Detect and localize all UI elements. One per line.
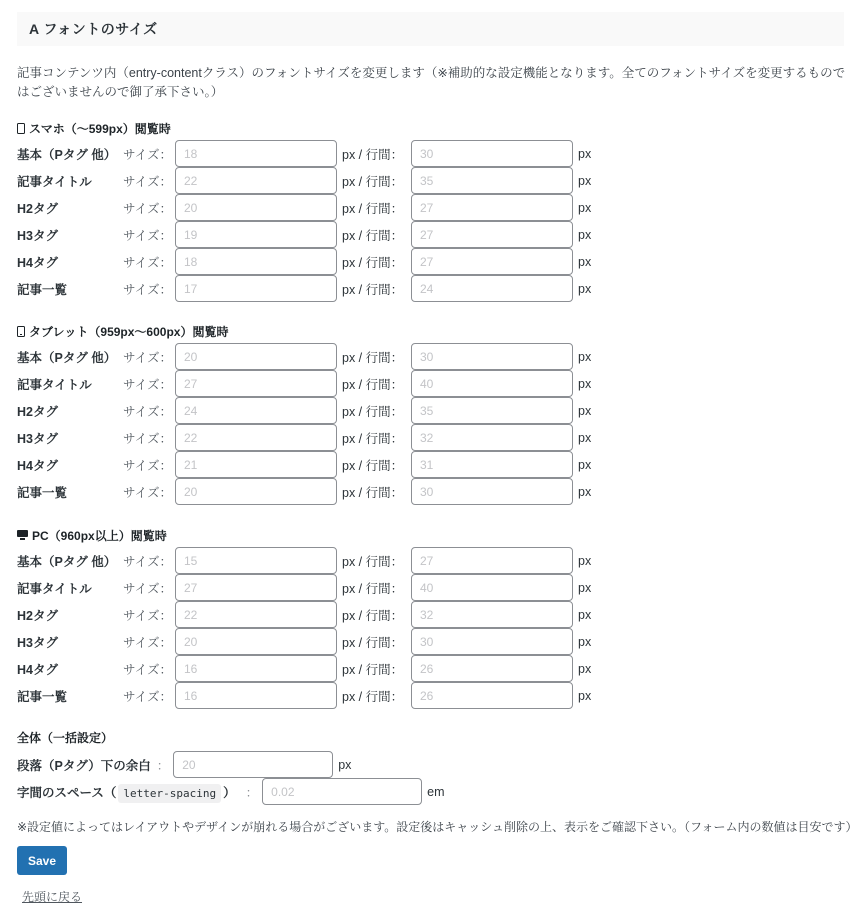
- letter-spacing-row: [17, 778, 445, 805]
- size-label: サイズ：: [123, 458, 173, 473]
- line-height-label: px / 行間：: [342, 662, 404, 677]
- line-height-label: px / 行間：: [342, 282, 404, 297]
- line-height-input[interactable]: [411, 248, 573, 275]
- line-height-label: px / 行間：: [342, 689, 404, 704]
- line-height-label: px / 行間：: [342, 635, 404, 650]
- row-label: H3タグ: [17, 228, 58, 243]
- letter-spacing-label: [17, 783, 236, 801]
- line-height-label: px / 行間：: [342, 581, 404, 596]
- font-size-input[interactable]: [175, 370, 337, 397]
- line-height-label: px / 行間：: [342, 228, 404, 243]
- row-label: 基本（Pタグ 他）: [17, 350, 117, 365]
- size-label: サイズ：: [123, 404, 173, 419]
- font-size-input[interactable]: [175, 275, 337, 302]
- setting-row: [17, 167, 657, 194]
- paragraph-margin-row: [17, 751, 351, 778]
- line-height-label: px / 行間：: [342, 431, 404, 446]
- back-to-top-link[interactable]: 先頭に戻る: [22, 890, 83, 904]
- line-height-input[interactable]: [411, 682, 573, 709]
- line-height-input[interactable]: [411, 140, 573, 167]
- line-height-input[interactable]: [411, 194, 573, 221]
- unit-label: px: [578, 607, 592, 622]
- setting-row: [17, 248, 657, 275]
- row-label: H4タグ: [17, 255, 58, 270]
- line-height-label: px / 行間：: [342, 174, 404, 189]
- font-size-input[interactable]: [175, 140, 337, 167]
- section-title: A フォントのサイズ: [29, 21, 158, 37]
- setting-row: [17, 221, 657, 248]
- setting-row: [17, 655, 657, 682]
- row-label: H3タグ: [17, 431, 58, 446]
- font-size-input[interactable]: [175, 221, 337, 248]
- row-label: H2タグ: [17, 608, 58, 623]
- line-height-input[interactable]: [411, 574, 573, 601]
- row-label: 記事一覧: [17, 282, 68, 297]
- line-height-input[interactable]: [411, 167, 573, 194]
- size-label: サイズ：: [123, 581, 173, 596]
- setting-row: [17, 343, 657, 370]
- line-height-label: px / 行間：: [342, 608, 404, 623]
- line-height-input[interactable]: [411, 275, 573, 302]
- section-heading-label: PC（960px以上）閲覧時: [32, 528, 167, 543]
- section-tablet: [17, 321, 657, 505]
- setting-row: [17, 574, 657, 601]
- row-label: 記事一覧: [17, 485, 68, 500]
- tablet-icon: [17, 326, 25, 337]
- font-size-input[interactable]: [175, 574, 337, 601]
- font-size-input[interactable]: [175, 655, 337, 682]
- line-height-input[interactable]: [411, 343, 573, 370]
- size-label: サイズ：: [123, 228, 173, 243]
- size-label: サイズ：: [123, 554, 173, 569]
- unit-label: px: [578, 349, 592, 364]
- row-label: H4タグ: [17, 662, 58, 677]
- smartphone-icon: [17, 123, 25, 134]
- line-height-input[interactable]: [411, 221, 573, 248]
- size-label: サイズ：: [123, 689, 173, 704]
- line-height-label: px / 行間：: [342, 554, 404, 569]
- section-heading: [17, 321, 657, 341]
- size-label: サイズ：: [123, 174, 173, 189]
- setting-row: [17, 275, 657, 302]
- font-size-input[interactable]: [175, 682, 337, 709]
- line-height-input[interactable]: [411, 547, 573, 574]
- letter-spacing-label-suffix: ）: [223, 785, 236, 800]
- paragraph-margin-input[interactable]: [173, 751, 333, 778]
- row-label: 基本（Pタグ 他）: [17, 147, 117, 162]
- font-size-input[interactable]: [175, 167, 337, 194]
- paragraph-margin-label: 段落（Pタグ）下の余白: [17, 758, 151, 773]
- unit-label: px: [578, 200, 592, 215]
- setting-row: [17, 547, 657, 574]
- line-height-input[interactable]: [411, 397, 573, 424]
- row-label: 基本（Pタグ 他）: [17, 554, 117, 569]
- size-label: サイズ：: [123, 485, 173, 500]
- font-size-input[interactable]: [175, 194, 337, 221]
- line-height-input[interactable]: [411, 424, 573, 451]
- row-label: 記事一覧: [17, 689, 68, 704]
- row-label: 記事タイトル: [17, 174, 92, 189]
- unit-label: px: [578, 553, 592, 568]
- line-height-label: px / 行間：: [342, 404, 404, 419]
- size-label: サイズ：: [123, 350, 173, 365]
- size-label: サイズ：: [123, 201, 173, 216]
- setting-row: [17, 601, 657, 628]
- row-label: 記事タイトル: [17, 581, 92, 596]
- size-label: サイズ：: [123, 255, 173, 270]
- setting-row: [17, 628, 657, 655]
- global-settings-heading: 全体（一括設定）: [17, 731, 114, 745]
- setting-row: [17, 682, 657, 709]
- setting-row: [17, 451, 657, 478]
- line-height-label: px / 行間：: [342, 255, 404, 270]
- line-height-label: px / 行間：: [342, 350, 404, 365]
- letter-spacing-label-prefix: 字間のスペース（: [17, 785, 117, 800]
- unit-label: px: [578, 634, 592, 649]
- row-label: H2タグ: [17, 201, 58, 216]
- size-label: サイズ：: [123, 431, 173, 446]
- setting-row: [17, 424, 657, 451]
- line-height-label: px / 行間：: [342, 485, 404, 500]
- unit-label: px: [578, 146, 592, 161]
- line-height-input[interactable]: [411, 628, 573, 655]
- section-smartphone: [17, 118, 657, 302]
- setting-row: [17, 370, 657, 397]
- size-label: サイズ：: [123, 147, 173, 162]
- unit-label: em: [427, 784, 445, 799]
- section-heading-label: タブレット（959px〜600px）閲覧時: [29, 324, 229, 339]
- save-button[interactable]: Save: [17, 846, 67, 875]
- font-size-input[interactable]: [175, 424, 337, 451]
- unit-label: px: [578, 173, 592, 188]
- line-height-input[interactable]: [411, 601, 573, 628]
- section-heading: [17, 525, 657, 545]
- unit-label: px: [578, 484, 592, 499]
- size-label: サイズ：: [123, 662, 173, 677]
- letter-spacing-code: letter-spacing: [118, 784, 221, 803]
- unit-label: px: [578, 457, 592, 472]
- font-size-input[interactable]: [175, 601, 337, 628]
- setting-row: [17, 194, 657, 221]
- section-heading: [17, 118, 657, 138]
- colon: ：: [156, 758, 170, 773]
- row-label: H2タグ: [17, 404, 58, 419]
- line-height-input[interactable]: [411, 370, 573, 397]
- warning-note: ※設定値によってはレイアウトやデザインが崩れる場合がございます。設定後はキャッシュ削除の上、表示をご確認下さい。（フォーム内の数値は目安です）: [17, 820, 858, 834]
- size-label: サイズ：: [123, 377, 173, 392]
- line-height-label: px / 行間：: [342, 201, 404, 216]
- font-size-input[interactable]: [175, 478, 337, 505]
- section-pc: [17, 525, 657, 709]
- colon: ：: [245, 785, 259, 800]
- setting-row: [17, 140, 657, 167]
- unit-label: px: [578, 580, 592, 595]
- description: 記事コンテンツ内（entry-contentクラス）のフォントサイズを変更します（※補助的な設定機能となります。全てのフォントサイズを変更するものではございませんので御了承下さい。）: [17, 66, 846, 99]
- size-label: サイズ：: [123, 282, 173, 297]
- line-height-label: px / 行間：: [342, 147, 404, 162]
- setting-row: [17, 478, 657, 505]
- font-size-input[interactable]: [175, 248, 337, 275]
- desktop-icon: [17, 530, 28, 541]
- letter-spacing-input[interactable]: [262, 778, 422, 805]
- unit-label: px: [578, 661, 592, 676]
- size-label: サイズ：: [123, 635, 173, 650]
- font-size-input[interactable]: [175, 397, 337, 424]
- unit-label: px: [578, 430, 592, 445]
- setting-row: [17, 397, 657, 424]
- font-size-input[interactable]: [175, 451, 337, 478]
- section-heading-label: スマホ（〜599px）閲覧時: [29, 121, 171, 136]
- section-header: [17, 12, 844, 46]
- row-label: 記事タイトル: [17, 377, 92, 392]
- font-size-input[interactable]: [175, 343, 337, 370]
- unit-label: px: [578, 281, 592, 296]
- unit-label: px: [578, 376, 592, 391]
- size-label: サイズ：: [123, 608, 173, 623]
- line-height-input[interactable]: [411, 478, 573, 505]
- line-height-input[interactable]: [411, 655, 573, 682]
- unit-label: px: [338, 757, 352, 772]
- font-size-input[interactable]: [175, 547, 337, 574]
- line-height-label: px / 行間：: [342, 377, 404, 392]
- row-label: H3タグ: [17, 635, 58, 650]
- line-height-label: px / 行間：: [342, 458, 404, 473]
- unit-label: px: [578, 227, 592, 242]
- row-label: H4タグ: [17, 458, 58, 473]
- unit-label: px: [578, 254, 592, 269]
- unit-label: px: [578, 688, 592, 703]
- font-size-input[interactable]: [175, 628, 337, 655]
- unit-label: px: [578, 403, 592, 418]
- line-height-input[interactable]: [411, 451, 573, 478]
